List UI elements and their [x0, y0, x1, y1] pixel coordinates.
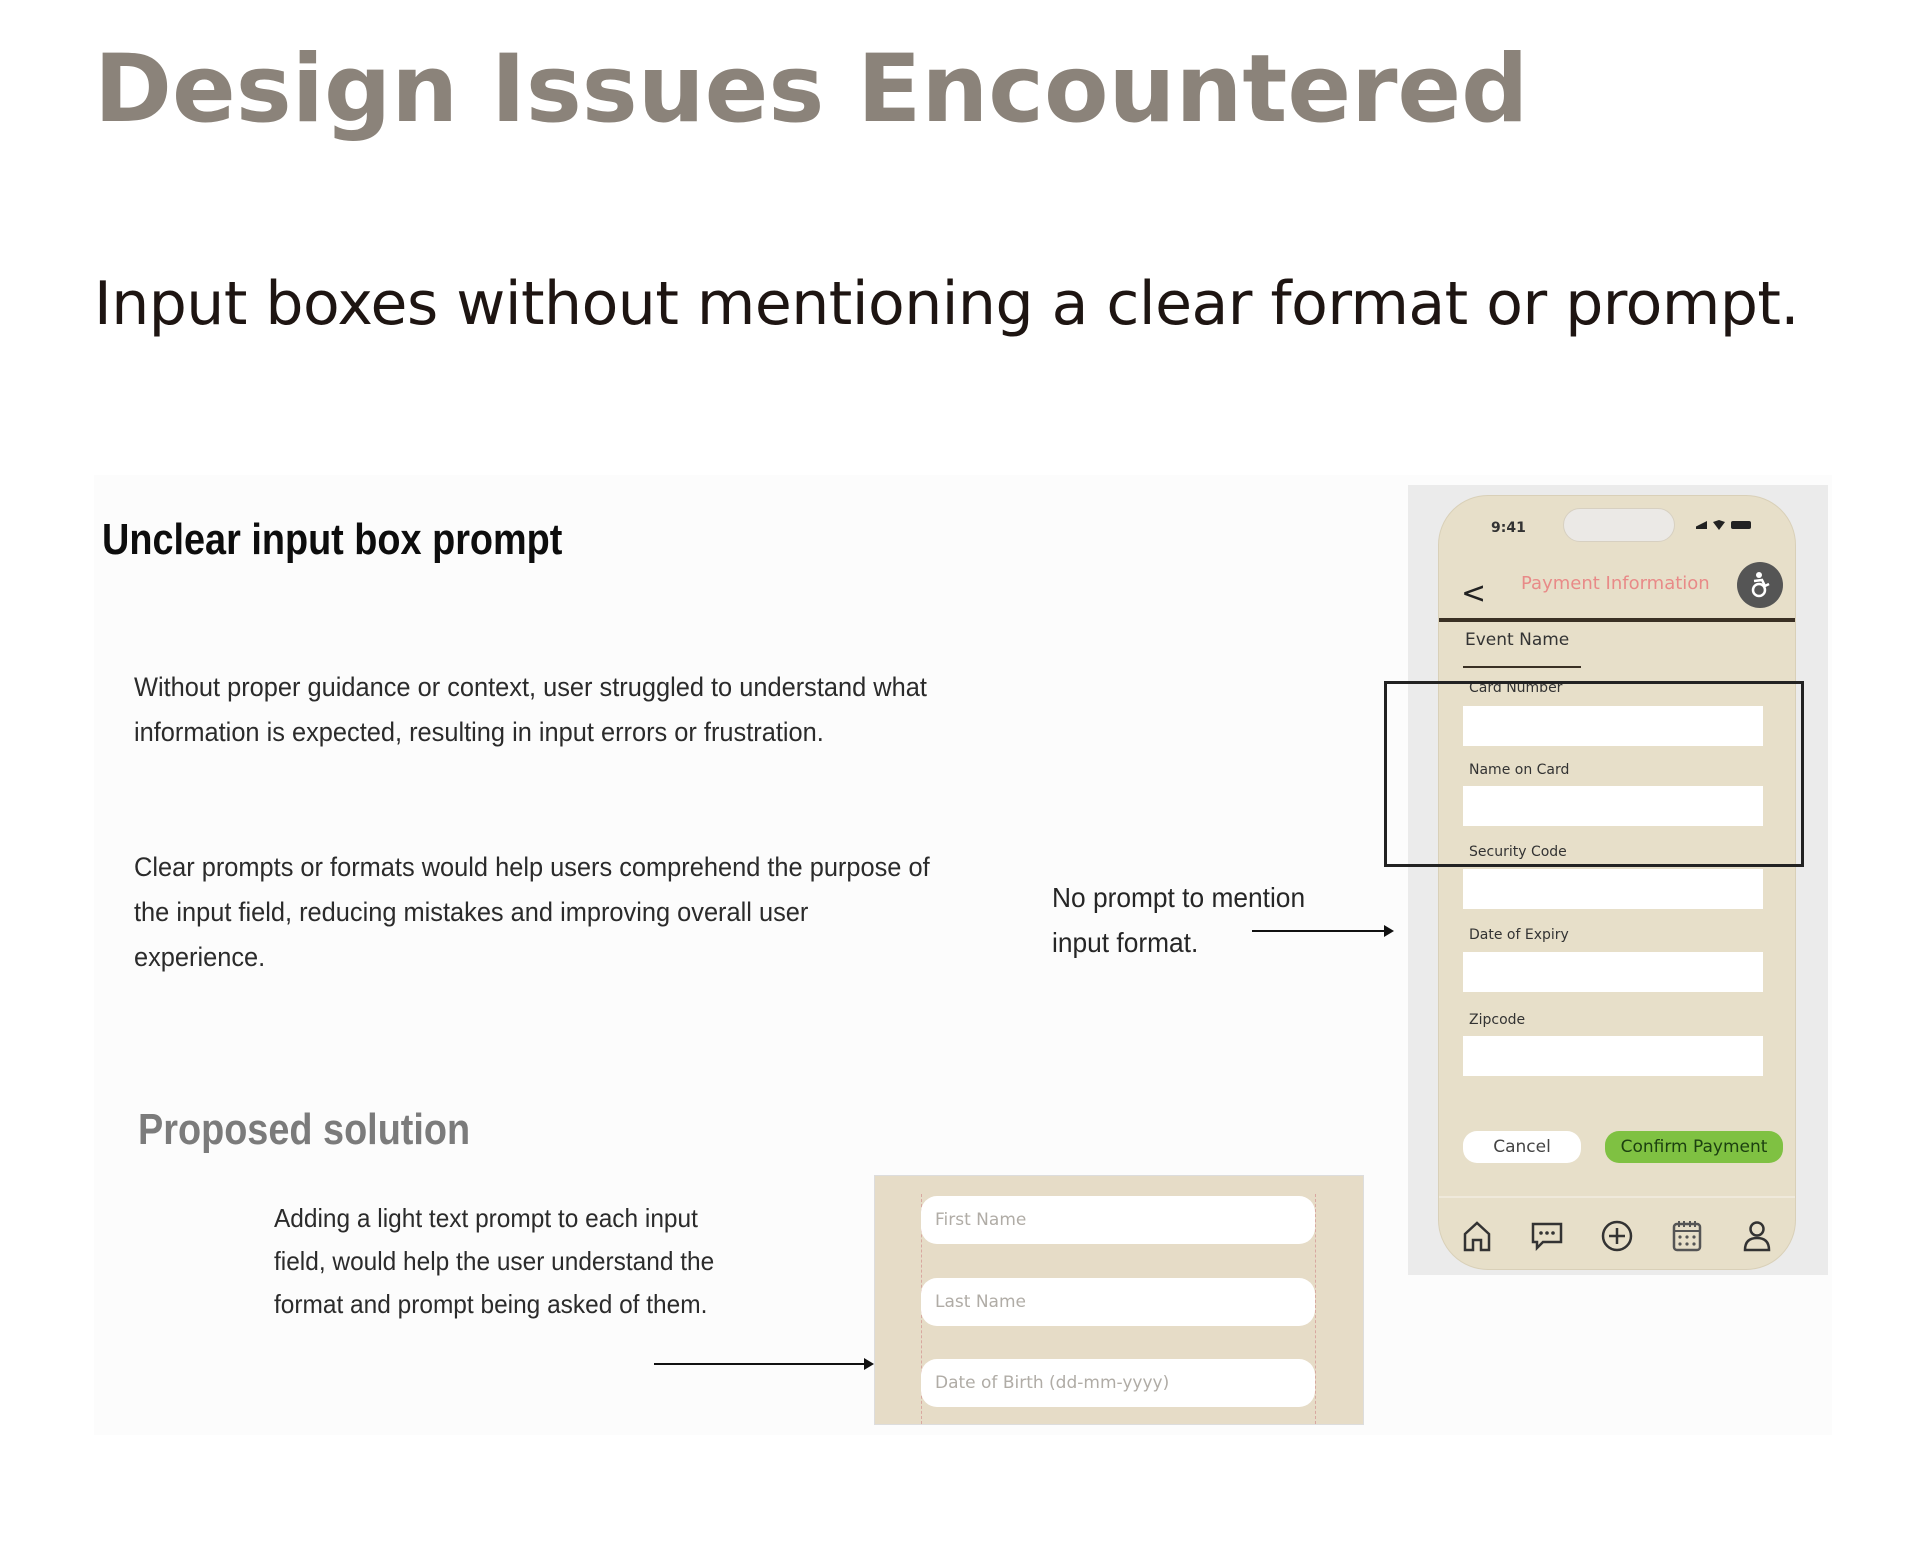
- accessibility-icon[interactable]: [1737, 562, 1783, 608]
- wifi-icon: [1713, 520, 1725, 530]
- profile-icon[interactable]: [1737, 1216, 1777, 1256]
- problem-paragraph: Without proper guidance or context, user struggled to understand what information is expected, resulting in input errors or frustration.: [134, 672, 927, 747]
- event-underline: [1463, 666, 1581, 668]
- page-subtitle: Input boxes without mentioning a clear format or prompt.: [94, 269, 1799, 339]
- solution-paragraph: Adding a light text prompt to each input field, would help the user understand the format and prompt being asked of them.: [274, 1203, 715, 1319]
- event-name: Event Name: [1465, 630, 1570, 650]
- bottom-tabbar: [1457, 1216, 1777, 1256]
- back-chevron-icon[interactable]: <: [1461, 576, 1487, 611]
- status-icons: [1691, 520, 1751, 530]
- security-code-label: Security Code: [1469, 844, 1567, 860]
- guide-line: [1315, 1194, 1316, 1424]
- tabbar-divider: [1439, 1196, 1795, 1198]
- status-time: 9:41: [1491, 520, 1526, 536]
- header-divider: [1439, 618, 1795, 622]
- add-icon[interactable]: [1597, 1216, 1637, 1256]
- last-name-input[interactable]: Last Name: [921, 1278, 1315, 1326]
- annotation-arrow: [1252, 930, 1392, 932]
- confirm-payment-button[interactable]: Confirm Payment: [1605, 1131, 1783, 1163]
- screen-title: Payment Information: [1521, 573, 1710, 594]
- home-icon[interactable]: [1457, 1216, 1497, 1256]
- name-on-card-label: Name on Card: [1469, 762, 1570, 778]
- solution-arrow: [654, 1363, 872, 1365]
- page-title: Design Issues Encountered: [94, 35, 1529, 144]
- zipcode-label: Zipcode: [1469, 1012, 1526, 1028]
- solution-heading: Proposed solution: [138, 1105, 471, 1154]
- date-of-expiry-label: Date of Expiry: [1469, 927, 1569, 943]
- battery-icon: [1731, 521, 1751, 529]
- phone-mockup-frame: [1408, 485, 1828, 1275]
- calendar-icon[interactable]: [1667, 1216, 1707, 1256]
- cancel-button[interactable]: Cancel: [1463, 1131, 1581, 1163]
- date-of-birth-input[interactable]: Date of Birth (dd-mm-yyyy): [921, 1359, 1315, 1407]
- dynamic-island: [1563, 508, 1675, 542]
- benefit-paragraph: Clear prompts or formats would help users comprehend the purpose of the input field, reducing mistakes and improving overall user experience.: [134, 852, 930, 972]
- highlight-box: [1384, 681, 1804, 867]
- security-code-input[interactable]: [1463, 869, 1763, 909]
- first-name-input[interactable]: First Name: [921, 1196, 1315, 1244]
- date-of-expiry-input[interactable]: [1463, 952, 1763, 992]
- slide-image: [94, 475, 1832, 1435]
- slide-heading: Unclear input box prompt: [102, 515, 563, 564]
- annotation-text: No prompt to mention input format.: [1052, 882, 1306, 958]
- signal-icon: [1691, 521, 1707, 529]
- phone-screen: [1438, 495, 1796, 1270]
- zipcode-input[interactable]: [1463, 1036, 1763, 1076]
- proposed-form-mockup: [874, 1175, 1364, 1425]
- card-number-label: Card Number: [1469, 680, 1563, 696]
- chat-icon[interactable]: [1527, 1216, 1567, 1256]
